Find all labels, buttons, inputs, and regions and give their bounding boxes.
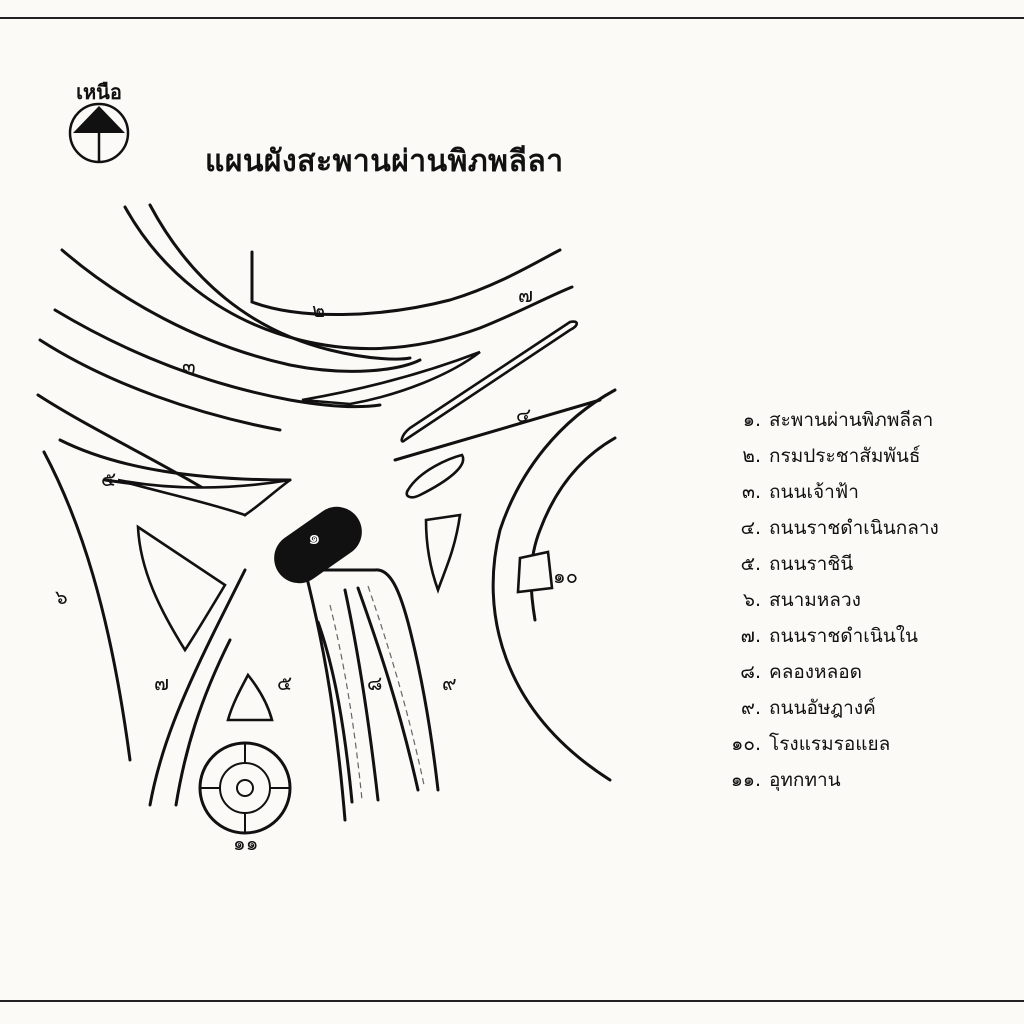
legend-item [705,618,1005,654]
label-1: ๑ [308,525,321,549]
legend-label: กรมประชาสัมพันธ์ [769,445,921,467]
label-10: ๑๐ [553,564,578,588]
legend-item [705,654,1005,690]
label-9: ๙ [442,671,457,695]
legend-number: ๑. [742,409,761,431]
legend-number: ๗. [740,625,761,647]
legend-label: โรงแรมรอแยล [769,733,891,755]
legend-number: ๖. [742,589,761,611]
traffic-island [407,455,463,497]
legend-number: ๘. [740,661,761,683]
canal-bank-dashed [330,605,362,800]
label-5b: ๕ [277,671,293,695]
bridge-site-plan [0,190,660,870]
canal-bank [375,570,438,790]
map-title: แผนผังสะพานผ่านพิภพลีลา [205,144,564,179]
legend-item [705,510,1005,546]
traffic-island [228,675,272,720]
legend-label: สนามหลวง [769,589,861,611]
label-2: ๒ [312,298,326,322]
north-arrow-icon [68,102,130,164]
canal-bank [305,570,345,820]
road-edge [531,438,615,620]
legend-list [705,402,1005,798]
legend-item [705,474,1005,510]
legend-number: ๑๑. [730,769,761,791]
label-6: ๖ [55,585,68,609]
road-edge [55,310,380,407]
legend-label: คลองหลอด [769,661,862,683]
canal-bank [345,590,378,800]
road-edge [60,440,290,480]
legend-item [705,402,1005,438]
bottom-rule [0,1000,1024,1002]
legend-item [705,546,1005,582]
label-11: ๑๑ [233,831,259,855]
top-rule [0,17,1024,19]
roundabout [220,763,270,813]
road-edge [252,250,560,315]
label-5a: ๕ [101,467,117,491]
label-7b: ๗ [154,671,170,695]
legend-number: ๔. [740,517,761,539]
legend-number: ๓. [741,481,761,503]
road-edge [150,205,410,359]
legend-label: สะพานผ่านพิภพลีลา [769,409,934,431]
legend-label: อุทกทาน [769,769,841,791]
label-4: ๔ [516,403,532,427]
legend-number: ๒. [742,445,761,467]
legend-number: ๑๐. [731,733,761,755]
traffic-island [426,515,460,590]
legend-label: ถนนราชินี [769,553,854,575]
hotel-gate [518,552,552,592]
label-7a: ๗ [518,283,534,307]
traffic-island [138,527,225,650]
label-3: ๓ [182,354,196,378]
road-edge [395,400,600,460]
legend-label: ถนนราชดำเนินใน [769,625,918,647]
legend-label: ถนนเจ้าฟ้า [769,481,859,503]
traffic-island [118,480,290,515]
legend-item [705,726,1005,762]
label-8: ๘ [367,671,383,695]
north-label: เหนือ [76,80,122,104]
legend-item [705,690,1005,726]
legend-label: ถนนอัษฎางค์ [769,697,876,719]
legend-number: ๕. [740,553,761,575]
roundabout-center [237,780,253,796]
legend-item [705,582,1005,618]
legend-item [705,438,1005,474]
legend-label: ถนนราชดำเนินกลาง [769,517,939,539]
legend-number: ๙. [741,697,761,719]
legend-item [705,762,1005,798]
